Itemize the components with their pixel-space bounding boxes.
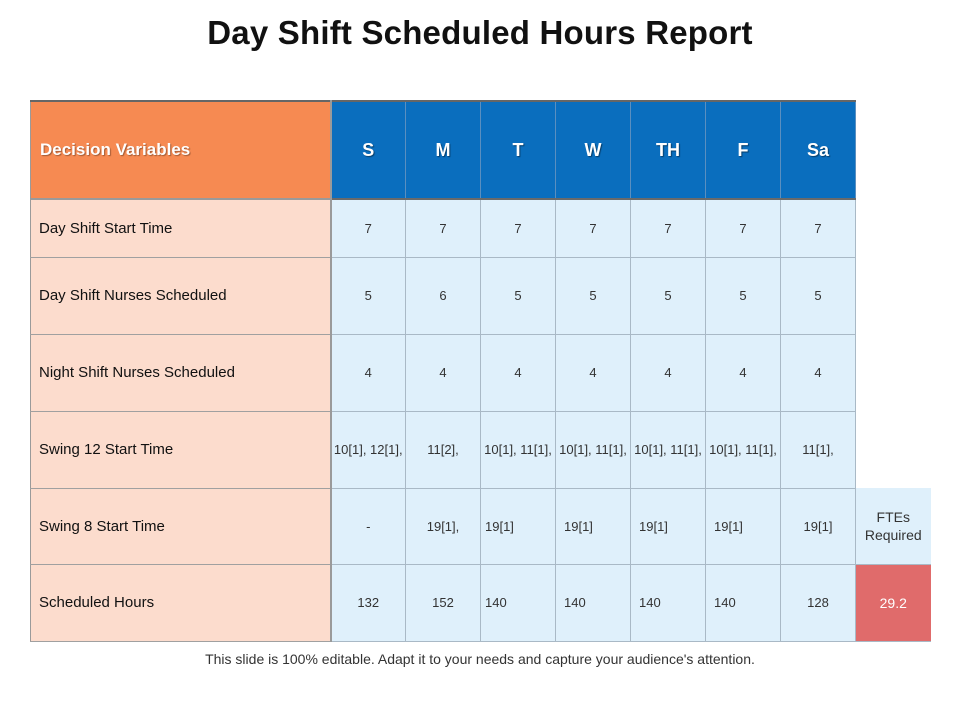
footer-note: This slide is 100% editable. Adapt it to your needs and capture your audience's attention. bbox=[205, 651, 755, 667]
header-day-sa: Sa bbox=[781, 101, 856, 199]
value-cell: 19[1] bbox=[631, 488, 706, 564]
value-cell: 19[1] bbox=[706, 488, 781, 564]
value-cell: 7 bbox=[781, 199, 856, 257]
value-cell: 132 bbox=[331, 564, 406, 641]
row-label: Scheduled Hours bbox=[31, 564, 331, 641]
empty-cell bbox=[856, 199, 931, 257]
table-row bbox=[31, 564, 931, 641]
value-cell: 4 bbox=[706, 334, 781, 411]
value-cell: 140 bbox=[556, 564, 631, 641]
page-title: Day Shift Scheduled Hours Report bbox=[207, 14, 753, 51]
value-cell: 11[2], bbox=[406, 411, 481, 488]
empty-cell bbox=[856, 411, 931, 488]
value-cell: 11[1], bbox=[781, 411, 856, 488]
value-cell: 10[1], 11[1], bbox=[706, 411, 781, 488]
value-cell: - bbox=[331, 488, 406, 564]
value-cell: 4 bbox=[481, 334, 556, 411]
header-day-t: T bbox=[481, 101, 556, 199]
header-decision-variables: Decision Variables bbox=[31, 101, 331, 199]
fte-required-label: FTEs Required bbox=[856, 488, 931, 564]
value-cell: 5 bbox=[781, 257, 856, 334]
row-label: Night Shift Nurses Scheduled bbox=[31, 334, 331, 411]
empty-cell bbox=[856, 334, 931, 411]
value-cell: 7 bbox=[481, 199, 556, 257]
value-cell: 4 bbox=[331, 334, 406, 411]
table-row bbox=[31, 199, 931, 257]
value-cell: 10[1], 12[1], bbox=[331, 411, 406, 488]
row-label: Swing 12 Start Time bbox=[31, 411, 331, 488]
header-day-f: F bbox=[706, 101, 781, 199]
row-label: Day Shift Nurses Scheduled bbox=[31, 257, 331, 334]
table-row bbox=[31, 257, 931, 334]
value-cell: 7 bbox=[706, 199, 781, 257]
value-cell: 19[1], bbox=[406, 488, 481, 564]
schedule-table bbox=[30, 100, 931, 642]
value-cell: 19[1] bbox=[556, 488, 631, 564]
value-cell: 4 bbox=[781, 334, 856, 411]
header-day-w: W bbox=[556, 101, 631, 199]
value-cell: 5 bbox=[481, 257, 556, 334]
value-cell: 19[1] bbox=[781, 488, 856, 564]
row-label: Day Shift Start Time bbox=[31, 199, 331, 257]
row-label: Swing 8 Start Time bbox=[31, 488, 331, 564]
value-cell: 4 bbox=[556, 334, 631, 411]
value-cell: 10[1], 11[1], bbox=[481, 411, 556, 488]
value-cell: 5 bbox=[331, 257, 406, 334]
value-cell: 5 bbox=[631, 257, 706, 334]
value-cell: 10[1], 11[1], bbox=[631, 411, 706, 488]
value-cell: 128 bbox=[781, 564, 856, 641]
table-row bbox=[31, 488, 931, 564]
value-cell: 4 bbox=[406, 334, 481, 411]
value-cell: 19[1] bbox=[481, 488, 556, 564]
value-cell: 5 bbox=[706, 257, 781, 334]
value-cell: 152 bbox=[406, 564, 481, 641]
value-cell: 140 bbox=[481, 564, 556, 641]
table-row bbox=[31, 334, 931, 411]
table-row bbox=[31, 411, 931, 488]
fte-required-value: 29.2 bbox=[856, 564, 931, 641]
header-day-s: S bbox=[331, 101, 406, 199]
value-cell: 7 bbox=[631, 199, 706, 257]
value-cell: 5 bbox=[556, 257, 631, 334]
value-cell: 10[1], 11[1], bbox=[556, 411, 631, 488]
value-cell: 4 bbox=[631, 334, 706, 411]
value-cell: 140 bbox=[631, 564, 706, 641]
header-day-th: TH bbox=[631, 101, 706, 199]
empty-cell bbox=[856, 101, 931, 199]
empty-cell bbox=[856, 257, 931, 334]
value-cell: 7 bbox=[331, 199, 406, 257]
table-header-row bbox=[31, 101, 931, 199]
value-cell: 6 bbox=[406, 257, 481, 334]
header-day-m: M bbox=[406, 101, 481, 199]
value-cell: 7 bbox=[406, 199, 481, 257]
value-cell: 7 bbox=[556, 199, 631, 257]
value-cell: 140 bbox=[706, 564, 781, 641]
